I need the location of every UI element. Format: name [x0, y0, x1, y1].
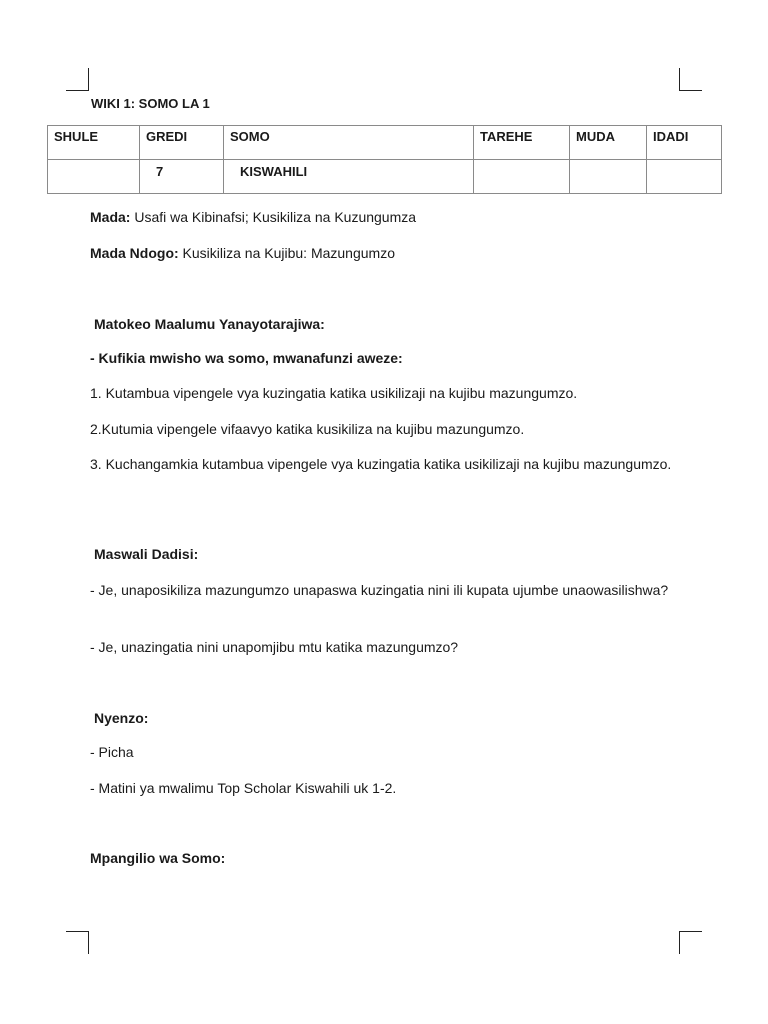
questions-heading: Maswali Dadisi:	[94, 546, 199, 562]
topic-label: Mada:	[90, 209, 131, 225]
subtopic-value: Kusikiliza na Kujibu: Mazungumzo	[182, 245, 395, 261]
crop-mark-bottom-right	[679, 931, 702, 954]
table-row	[48, 160, 722, 194]
material-item: - Matini ya mwalimu Top Scholar Kiswahili uk 1-2.	[90, 780, 397, 796]
material-item: - Picha	[90, 744, 134, 760]
outcome-item: 2.Kutumia vipengele vifaavyo katika kusikiliza na kujibu mazungumzo.	[90, 421, 525, 437]
lesson-info-table	[47, 125, 722, 194]
topic-line	[90, 206, 690, 228]
question-item: - Je, unaposikiliza mazungumzo unapaswa kuzingatia nini ili kupata ujumbe unaowasilishwa?	[90, 582, 669, 598]
crop-mark-bottom-left	[66, 931, 89, 954]
outcomes-heading: Matokeo Maalumu Yanayotarajiwa:	[94, 316, 325, 332]
table-header-cell: SHULE	[48, 126, 140, 160]
question-item: - Je, unazingatia nini unapomjibu mtu katika mazungumzo?	[90, 639, 459, 655]
outcome-item: 1. Kutambua vipengele vya kuzingatia katika usikilizaji na kujibu mazungumzo.	[90, 385, 578, 401]
lesson-title: WIKI 1: SOMO LA 1	[91, 96, 210, 111]
table-header-row	[48, 126, 722, 160]
lesson-plan-heading: Mpangilio wa Somo:	[90, 850, 226, 866]
table-header-cell: GREDI	[140, 126, 224, 160]
materials-heading: Nyenzo:	[94, 710, 149, 726]
table-header-cell: SOMO	[224, 126, 474, 160]
table-cell	[474, 160, 570, 194]
table-cell	[570, 160, 647, 194]
table-cell: KISWAHILI	[224, 160, 474, 194]
table-cell	[647, 160, 722, 194]
outcome-item: 3. Kuchangamkia kutambua vipengele vya kuzingatia katika usikilizaji na kujibu mazungumzo.	[90, 456, 672, 472]
table-header-cell: MUDA	[570, 126, 647, 160]
subtopic-label: Mada Ndogo:	[90, 245, 179, 261]
table-cell	[48, 160, 140, 194]
table-cell: 7	[140, 160, 224, 194]
crop-mark-top-left	[66, 68, 89, 91]
table-header-cell: IDADI	[647, 126, 722, 160]
crop-mark-top-right	[679, 68, 702, 91]
subtopic-line	[90, 242, 690, 264]
topic-value: Usafi wa Kibinafsi; Kusikiliza na Kuzungumza	[134, 209, 417, 225]
table-header-cell: TAREHE	[474, 126, 570, 160]
outcomes-intro: - Kufikia mwisho wa somo, mwanafunzi aweze:	[90, 350, 403, 366]
